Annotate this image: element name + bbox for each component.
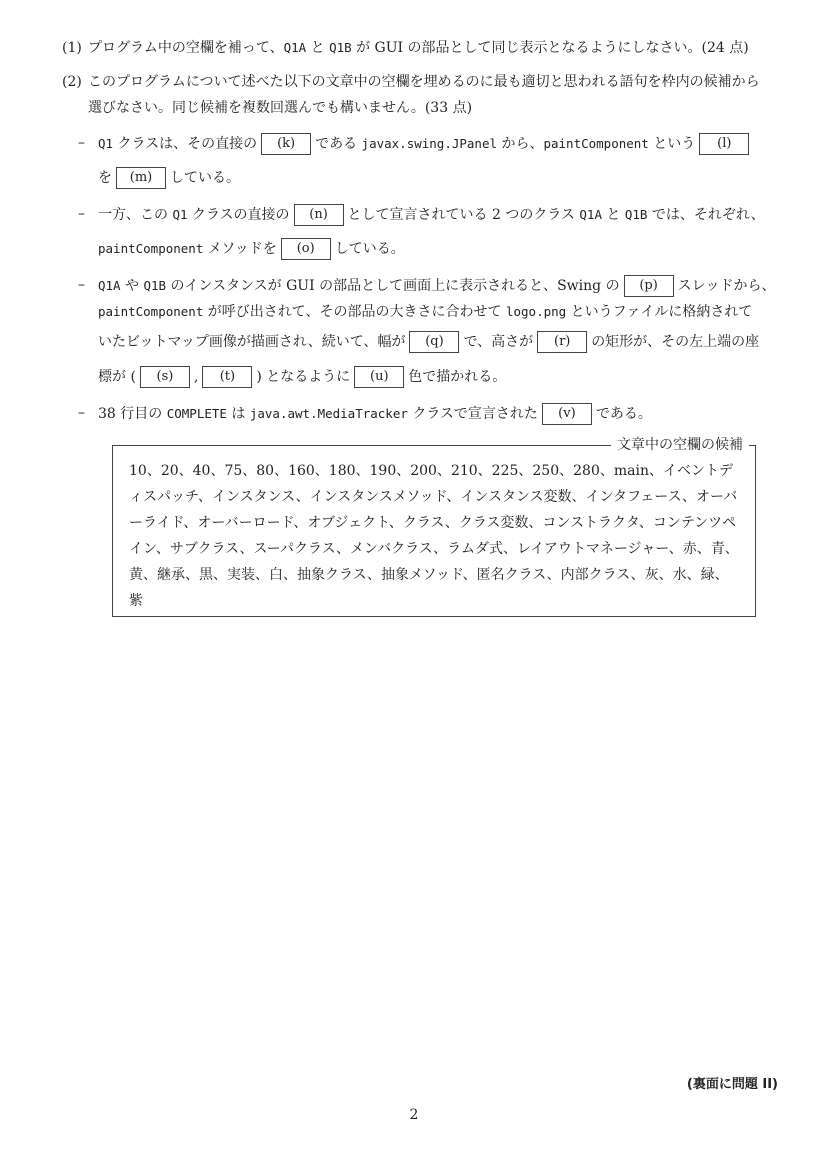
b1-text-2: である — [315, 136, 362, 152]
bullet-2-line-2 — [98, 238, 405, 260]
blank-q: (q) — [409, 331, 459, 353]
q1-text-1: プログラム中の空欄を補って、 — [88, 40, 284, 56]
candidates-list: 10、20、40、75、80、160、180、190、200、210、225、250、280、main、イベントディスパッチ、インスタンス、インスタンスメソッド、インスタンス変数、インタフェース、オーバーライド、オーバーロード、オブジェクト、クラス、クラス変数、コンストラクタ、コンテンツペイン、サブクラス、スーパクラス、メンバクラス、ラムダ式、レイアウトマネージャー、赤、青、黄、継承、黒、実装、白、抽象クラス、抽象メソッド、匿名クラス、内部クラス、灰、水、緑、紫 — [129, 463, 739, 609]
candidates-title: 文章中の空欄の候補 — [611, 435, 749, 455]
q1-text-2: と — [306, 40, 330, 56]
b1-code-jpanel: javax.swing.JPanel — [361, 136, 498, 151]
blank-s: (s) — [140, 366, 190, 388]
q1-code-q1a: Q1A — [283, 40, 307, 55]
blank-m: (m) — [116, 167, 166, 189]
bullet-3-line-4 — [98, 366, 506, 388]
b3-text-3: スレッドから、 — [677, 278, 776, 294]
b2-text-5: では、それぞれ、 — [647, 207, 765, 223]
b3-text-6: いたビットマップ画像が描画され、続いて、幅が — [98, 334, 406, 350]
b2-text-6: メソッドを — [203, 241, 277, 257]
b3-code-paintcomponent: paintComponent — [98, 304, 204, 319]
bullet-3-line-1 — [98, 275, 775, 297]
question-2-number: (2) — [62, 74, 82, 90]
question-1-number: (1) — [62, 40, 82, 56]
blank-l: (l) — [699, 133, 749, 155]
b3-text-7: で、高さが — [463, 334, 534, 350]
blank-r: (r) — [537, 331, 587, 353]
b3-code-q1a: Q1A — [98, 278, 121, 293]
b2-text-3: として宣言されている 2 つのクラス — [347, 207, 580, 223]
bullet-4-line-1 — [98, 403, 652, 425]
next-page-note: (裏面に問題 II) — [686, 1077, 778, 1092]
question-2-line-1: このプログラムについて述べた以下の文章中の空欄を埋めるのに最も適切と思われる語句を枠内の候補から — [88, 74, 760, 90]
bullet-4-dash: – — [78, 405, 85, 421]
b3-text-10: , — [193, 369, 199, 385]
b4-text-1: 38 行目の — [98, 406, 167, 422]
b2-code-q1b: Q1B — [624, 207, 648, 222]
q1-text-3: が GUI の部品として同じ表示となるようにしなさい。(24 点) — [351, 40, 749, 56]
b1-text-5: を — [98, 170, 112, 186]
blank-n: (n) — [294, 204, 344, 226]
b4-text-2: は — [226, 406, 250, 422]
b2-text-7: している。 — [334, 241, 405, 257]
b1-code-q1: Q1 — [98, 136, 114, 151]
b4-code-mediatracker: java.awt.MediaTracker — [249, 406, 408, 421]
b4-text-4: である。 — [595, 406, 652, 422]
b2-text-4: と — [601, 207, 625, 223]
b2-text-1: 一方、この — [98, 207, 173, 223]
page-number: 2 — [409, 1107, 419, 1123]
b3-text-1: や — [120, 278, 144, 294]
blank-k: (k) — [261, 133, 311, 155]
b3-text-9: 標が ( — [98, 369, 136, 385]
b3-text-5: というファイルに格納されて — [566, 304, 753, 320]
bullet-1-dash: – — [78, 135, 85, 151]
candidates-box — [112, 437, 756, 617]
blank-o: (o) — [281, 238, 331, 260]
b4-text-3: クラスで宣言された — [407, 406, 538, 422]
blank-u: (u) — [354, 366, 404, 388]
blank-p: (p) — [624, 275, 674, 297]
b2-code-q1a: Q1A — [579, 207, 602, 222]
b1-text-1: クラスは、その直接の — [113, 136, 258, 152]
bullet-3-line-2 — [98, 302, 752, 322]
bullet-1-line-2 — [98, 167, 240, 189]
b2-code-paintcomponent: paintComponent — [98, 241, 204, 256]
b3-text-4: が呼び出されて、その部品の大きさに合わせて — [203, 304, 506, 320]
q1-code-q1b: Q1B — [329, 40, 352, 55]
b2-code-q1: Q1 — [172, 207, 188, 222]
bullet-1-line-1 — [98, 133, 753, 155]
b3-text-12: 色で描かれる。 — [408, 369, 507, 385]
bullet-2-dash: – — [78, 206, 85, 222]
b1-text-3: から、 — [497, 136, 544, 152]
question-2-line-2: 選びなさい。同じ候補を複数回選んでも構いません。(33 点) — [88, 100, 473, 116]
bullet-3-dash: – — [78, 277, 85, 293]
b3-text-8: の矩形が、その左上端の座 — [591, 334, 760, 350]
blank-v: (v) — [542, 403, 592, 425]
b3-code-logo: logo.png — [505, 304, 567, 319]
b1-text-4: という — [648, 136, 696, 152]
bullet-2-line-1 — [98, 204, 765, 226]
bullet-3-line-3 — [98, 331, 759, 353]
question-1-text — [88, 38, 749, 58]
b1-text-6: している。 — [170, 170, 240, 186]
b2-text-2: クラスの直接の — [187, 207, 290, 223]
b3-code-q1b: Q1B — [143, 278, 167, 293]
b1-code-paintcomponent: paintComponent — [543, 136, 649, 151]
b4-code-complete: COMPLETE — [166, 406, 227, 421]
blank-t: (t) — [202, 366, 252, 388]
b3-text-11: ) となるように — [256, 369, 351, 385]
b3-text-2: のインスタンスが GUI の部品として画面上に表示されると、Swing の — [166, 278, 620, 294]
